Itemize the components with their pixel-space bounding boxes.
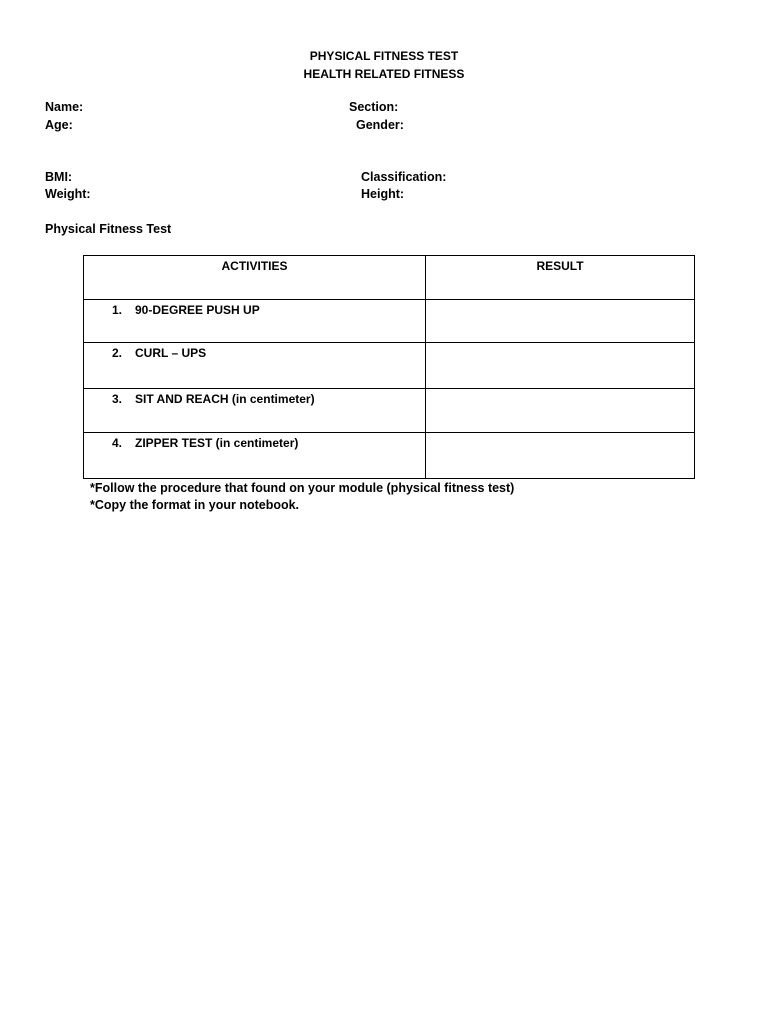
classification-label: Classification: [361,170,447,184]
table-row [84,389,695,433]
result-cell[interactable] [426,343,695,389]
result-cell[interactable] [426,389,695,433]
copy-format-note: *Copy the format in your notebook. [90,498,300,512]
activity-name: ZIPPER TEST (in centimeter) [135,436,299,450]
result-cell[interactable] [426,300,695,343]
procedure-note: *Follow the procedure that found on your module (physical fitness test) [90,481,515,495]
activity-name: 90-DEGREE PUSH UP [135,303,260,317]
activity-name: CURL – UPS [135,346,207,360]
document-title: PHYSICAL FITNESS TEST [309,49,459,63]
result-cell[interactable] [426,433,695,479]
activity-number: 4. [112,436,123,450]
fitness-test-heading: Physical Fitness Test [45,222,172,236]
gender-label: Gender: [356,118,404,132]
fitness-test-table [83,255,695,479]
weight-label: Weight: [45,187,91,201]
activity-cell [84,433,426,479]
activities-header: ACTIVITIES [84,256,426,300]
result-header: RESULT [426,256,695,300]
activity-number: 3. [112,392,123,406]
table-row [84,300,695,343]
table-row [84,343,695,389]
table-row [84,433,695,479]
bmi-label: BMI: [45,170,73,184]
activity-cell [84,300,426,343]
height-label: Height: [361,187,405,201]
activity-cell [84,389,426,433]
section-label: Section: [349,100,399,114]
activity-name: SIT AND REACH (in centimeter) [135,392,315,406]
activity-number: 1. [112,303,123,317]
activity-number: 2. [112,346,123,360]
name-label: Name: [45,100,84,114]
table-header-row [84,256,695,300]
activity-cell [84,343,426,389]
document-subtitle: HEALTH RELATED FITNESS [303,67,465,81]
age-label: Age: [45,118,73,132]
